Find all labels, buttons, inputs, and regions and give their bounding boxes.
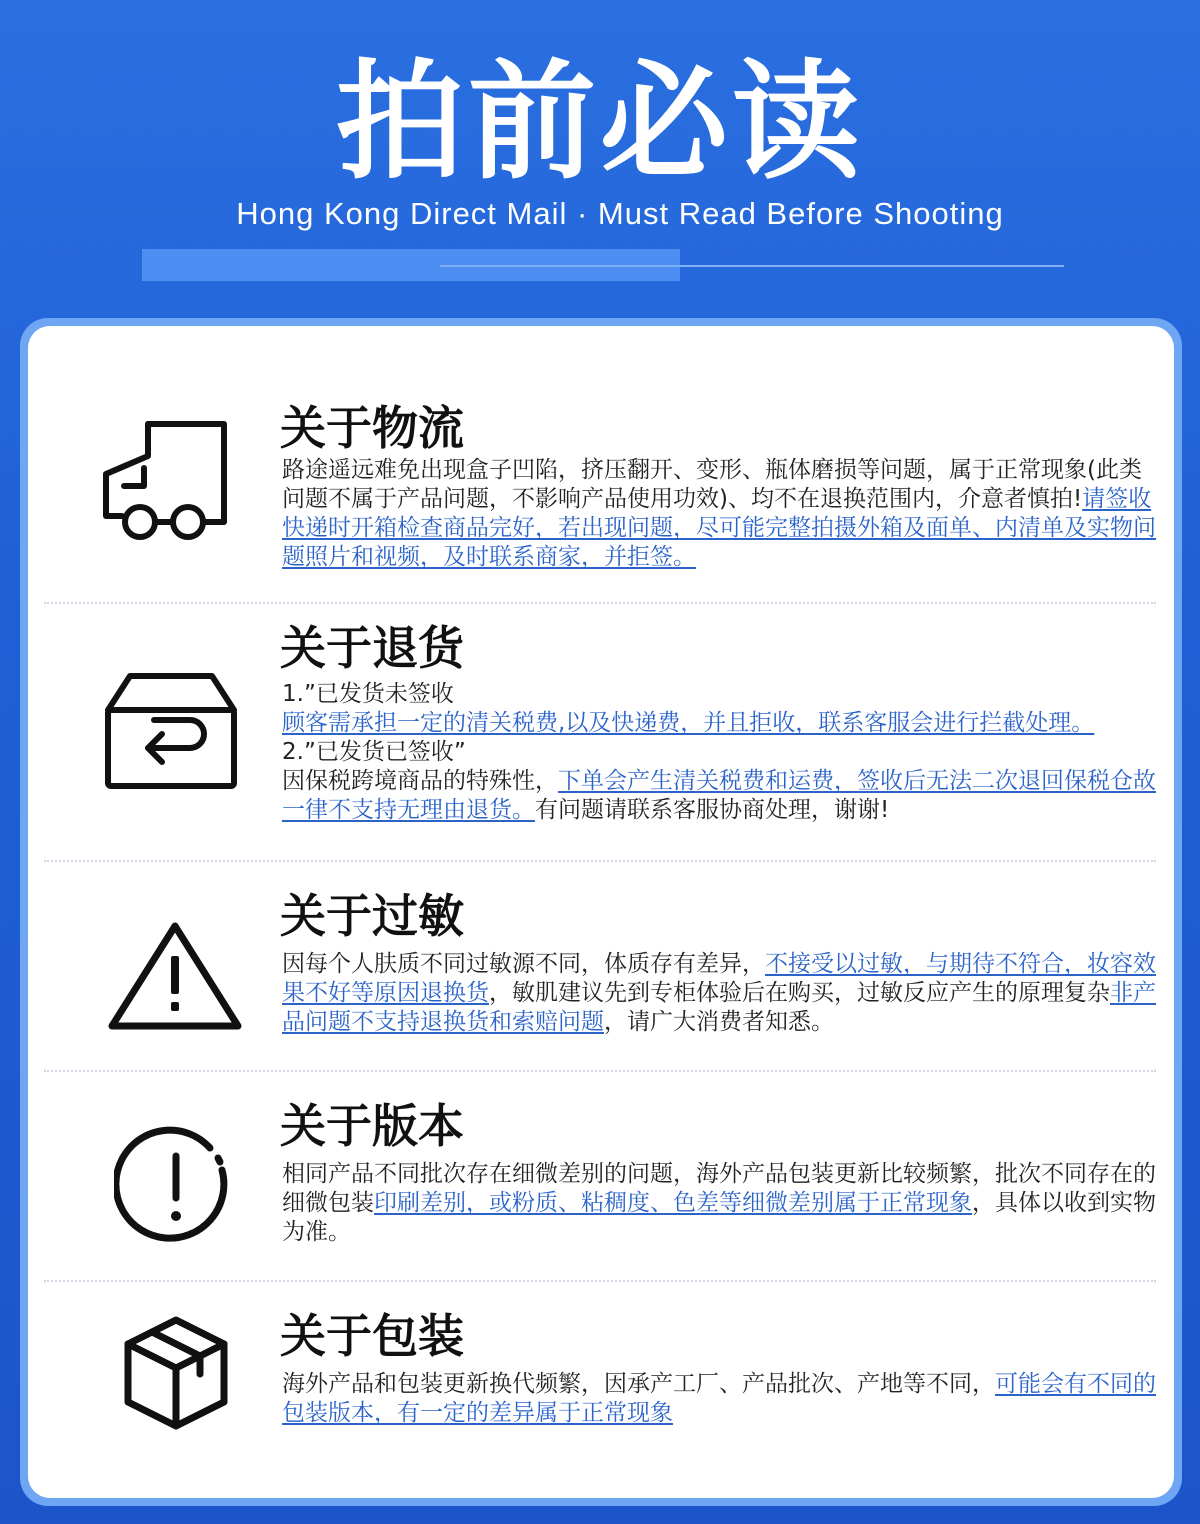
highlight-link: 非产品问题不支持退换货和索赔问题 bbox=[282, 980, 1156, 1035]
body-text: 2.”已发货已签收” bbox=[282, 739, 466, 765]
divider bbox=[44, 1280, 1156, 1282]
section-title: 关于退货 bbox=[280, 621, 464, 675]
body-text: 因每个人肤质不同过敏源不同，体质存有差异， bbox=[282, 951, 765, 977]
body-text: ，敏肌建议先到专柜体验后在购买，过敏反应产生的原理复杂 bbox=[489, 980, 1110, 1006]
highlight-link: 下单会产生清关税费和运费，签收后无法二次退回保税仓故一律不支持无理由退货。 bbox=[282, 768, 1156, 823]
return-box-icon bbox=[104, 670, 238, 790]
section-body bbox=[282, 1160, 1162, 1247]
section-title: 关于版本 bbox=[280, 1099, 464, 1153]
body-text: ，具体以收到实物为准。 bbox=[282, 1190, 1156, 1245]
highlight-link: 不接受以过敏，与期待不符合，妆容效果不好等原因退换货 bbox=[282, 951, 1156, 1006]
truck-icon bbox=[96, 416, 236, 546]
decorative-line bbox=[440, 265, 1064, 267]
body-text: 1.”已发货未签收 bbox=[282, 681, 454, 707]
highlight-link: 请签收快递时开箱检查商品完好，若出现问题，尽可能完整拍摄外箱及面单、内清单及实物问题照片和视频，及时联系商家，并拒签。 bbox=[282, 486, 1156, 570]
body-text: 有问题请联系客服协商处理，谢谢! bbox=[535, 797, 890, 823]
package-icon bbox=[122, 1314, 230, 1432]
body-text: 路途遥远难免出现盒子凹陷，挤压翻开、变形、瓶体磨损等问题，属于正常现象(此类问题不属于产品问题，不影响产品使用功效)、均不在退换范围内，介意者慎拍! bbox=[282, 457, 1142, 512]
divider bbox=[44, 1070, 1156, 1072]
page-subtitle: Hong Kong Direct Mail · Must Read Before Shooting bbox=[236, 196, 1004, 231]
highlight-link: 顾客需承担一定的清关税费,以及快递费，并且拒收，联系客服会进行拦截处理。 bbox=[282, 710, 1095, 736]
notice-card bbox=[28, 326, 1174, 1498]
body-text: ，请广大消费者知悉。 bbox=[604, 1009, 834, 1035]
warning-icon bbox=[106, 920, 244, 1034]
divider bbox=[44, 860, 1156, 862]
divider bbox=[44, 602, 1156, 604]
highlight-link: 印刷差别，或粉质、粘稠度、色差等细微差别属于正常现象 bbox=[374, 1190, 972, 1216]
section-title: 关于过敏 bbox=[280, 889, 464, 943]
body-text: 相同产品不同批次存在细微差别的问题，海外产品包装更新比较频繁，批次不同存在的细微包装 bbox=[282, 1161, 1156, 1216]
section-body bbox=[282, 680, 1162, 825]
section-title: 关于物流 bbox=[280, 401, 464, 455]
section-body bbox=[282, 950, 1162, 1037]
section-title: 关于包装 bbox=[280, 1309, 464, 1363]
section-body bbox=[282, 1370, 1162, 1428]
highlight-link: 可能会有不同的包装版本，有一定的差异属于正常现象 bbox=[282, 1371, 1156, 1426]
header bbox=[0, 0, 1200, 320]
body-text: 因保税跨境商品的特殊性， bbox=[282, 768, 558, 794]
page-title: 拍前必读 bbox=[335, 48, 864, 197]
exclamation-circle-icon bbox=[114, 1126, 238, 1250]
section-body bbox=[282, 456, 1162, 572]
body-text: 海外产品和包装更新换代频繁，因承产工厂、产品批次、产地等不同， bbox=[282, 1371, 995, 1397]
